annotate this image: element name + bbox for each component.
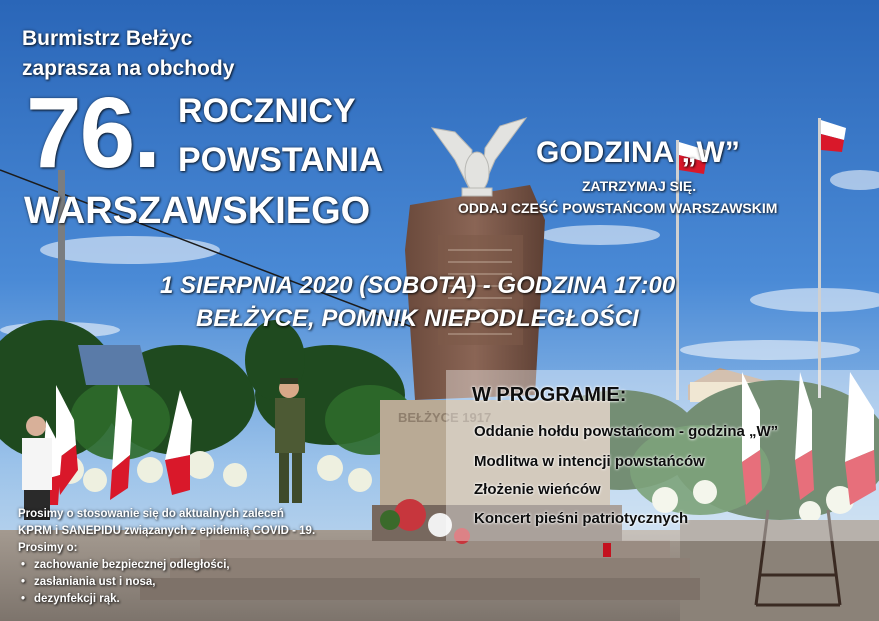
notice-bullet: • zasłaniania ust i nosa, [21,574,315,591]
event-place: BEŁŻYCE, POMNIK NIEPODLEGŁOŚCI [196,305,639,332]
title-line-1: ROCZNICY [178,92,356,130]
program-item: Koncert pieśni patriotycznych [474,510,689,527]
notice-bullet: • zachowanie bezpiecznej odległości, [21,557,315,574]
program-item: Modlitwa w intencji powstańców [474,453,705,470]
program-item: Złożenie wieńców [474,481,601,498]
covid-notice [18,506,315,608]
title-line-3: WARSZAWSKIEGO [24,190,371,232]
godzina-w-line-2: ODDAJ CZEŚĆ POWSTAŃCOM WARSZAWSKIM [458,200,778,216]
notice-line-3: Prosimy o: [18,542,78,554]
notice-bullet: • dezynfekcji rąk. [21,591,315,608]
program-item: Oddanie hołdu powstańcom - godzina „W” [474,423,779,440]
notice-line-2: KPRM i SANEPIDU związanych z epidemią COVID - 19. [18,525,316,537]
notice-line-1: Prosimy o stosowanie się do aktualnych zaleceń [18,508,284,520]
monument-inscription: BEŁŻYCE 1917 [398,410,492,425]
event-date: 1 SIERPNIA 2020 (SOBOTA) - GODZINA 17:00 [160,272,676,299]
anniversary-number: 76. [26,77,160,189]
host-line-2: zaprasza na obchody [22,57,235,80]
host-invitation [22,24,234,84]
host-line-1: Burmistrz Bełżyc [22,27,193,50]
godzina-w-line-1: ZATRZYMAJ SIĘ. [582,178,697,194]
program-title: W PROGRAMIE: [472,384,627,406]
title-line-2: POWSTANIA [178,141,384,179]
notice-bullet-list [18,557,315,608]
godzina-w-title: GODZINA „W” [536,136,740,169]
